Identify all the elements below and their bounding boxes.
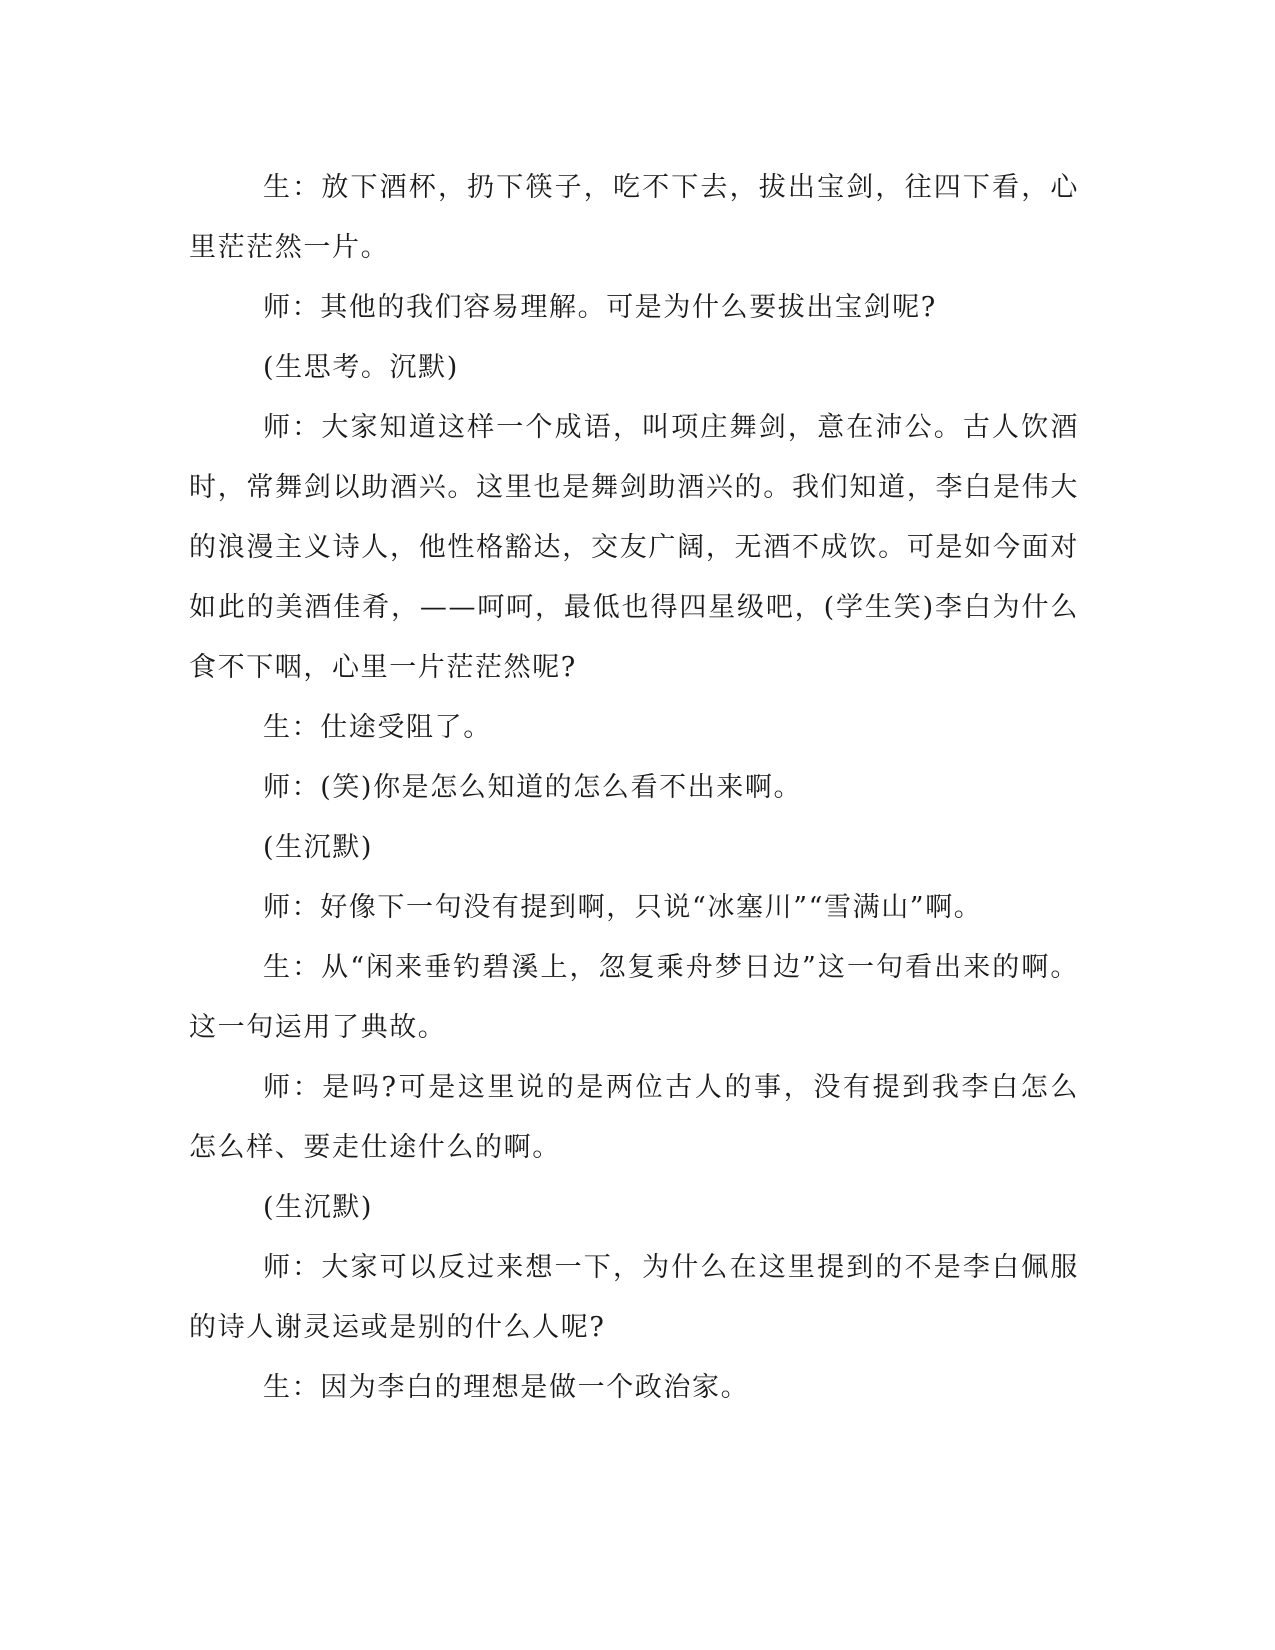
paragraph: 师：其他的我们容易理解。可是为什么要拔出宝剑呢? — [263, 292, 937, 323]
paragraph: 师：大家可以反过来想一下，为什么在这里提到的不是李白佩服的诗人谢灵运或是别的什么人呢? — [189, 1252, 1079, 1343]
paragraph: (生沉默) — [263, 1192, 374, 1223]
paragraph: (生思考。沉默) — [263, 352, 459, 383]
paragraph: 师：(笑)你是怎么知道的怎么看不出来啊。 — [263, 772, 803, 803]
paragraph: 师：好像下一句没有提到啊，只说“冰塞川”“雪满山”啊。 — [263, 892, 983, 923]
paragraph: 师：是吗?可是这里说的是两位古人的事，没有提到我李白怎么怎么样、要走仕途什么的啊。 — [189, 1072, 1079, 1163]
paragraph: (生沉默) — [263, 832, 374, 863]
paragraph: 生：放下酒杯，扔下筷子，吃不下去，拔出宝剑，往四下看，心里茫茫然一片。 — [189, 172, 1079, 263]
paragraph: 师：大家知道这样一个成语，叫项庄舞剑，意在沛公。古人饮酒时，常舞剑以助酒兴。这里也是舞剑助酒兴的。我们知道，李白是伟大的浪漫主义诗人，他性格豁达，交友广阔，无酒不成饮。可是如今面对如此的美酒佳肴，——呵呵，最低也得四星级吧，(学生笑)李白为什么食不下咽，心里一片茫茫然呢? — [189, 412, 1079, 683]
paragraph: 生：仕途受阻了。 — [263, 712, 492, 743]
paragraph: 生：因为李白的理想是做一个政治家。 — [263, 1372, 750, 1403]
paragraph: 生：从“闲来垂钓碧溪上，忽复乘舟梦日边”这一句看出来的啊。这一句运用了典故。 — [189, 952, 1079, 1043]
document-body — [189, 158, 1079, 1418]
